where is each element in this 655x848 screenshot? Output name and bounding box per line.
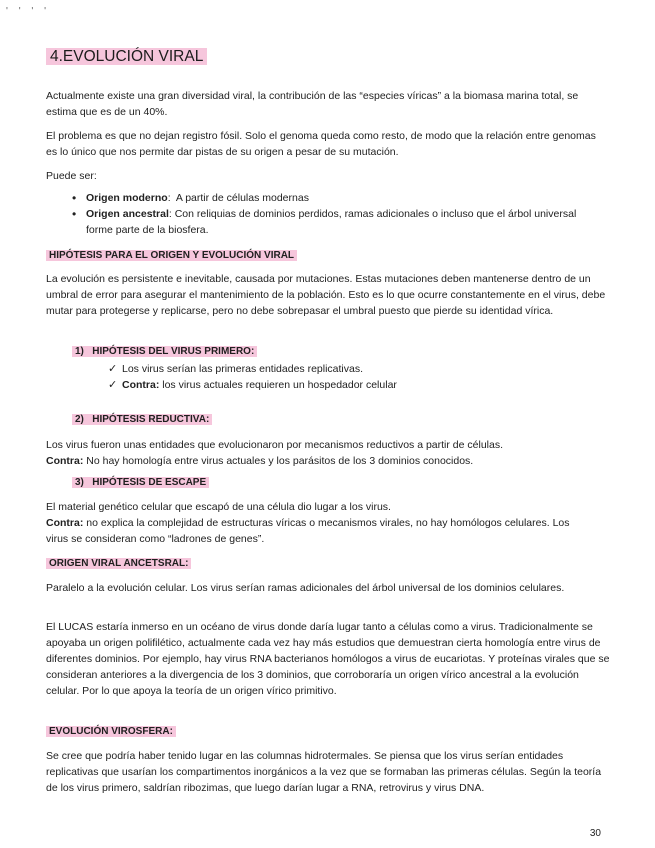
ancestral-paragraph-2 xyxy=(46,619,612,699)
heading-origen-ancestral-text: ORIGEN VIRAL ANCETSRAL: xyxy=(46,558,191,569)
scan-corner-marks: ' ' ' ' xyxy=(6,6,50,17)
heading-virus-primero-text: 1) HIPÓTESIS DEL VIRUS PRIMERO: xyxy=(72,346,257,357)
list-item xyxy=(108,361,588,377)
origin-text: A partir de células modernas xyxy=(175,192,309,204)
contra-label: Contra: xyxy=(46,455,84,467)
intro-text-1: Actualmente existe una gran diversidad viral, la contribución de las “especies víricas” a la biomasa marina total, se estima que es de un 40%. xyxy=(46,90,579,118)
heading-evolucion-virosfera xyxy=(46,724,176,739)
intro-paragraph-2 xyxy=(46,128,606,160)
ancestral-paragraph-1 xyxy=(46,580,586,596)
heading-virus-primero xyxy=(72,344,257,359)
hipotesis-paragraph xyxy=(46,271,608,319)
reductiva-text: Los virus fueron unas entidades que evolucionaron por mecanismos reductivos a partir de células. xyxy=(46,439,504,451)
escape-text: El material genético celular que escapó de una célula dio lugar a los virus. xyxy=(46,501,391,513)
check-item-text: los virus actuales requieren un hospedador celular xyxy=(159,379,397,391)
hipotesis-text: La evolución es persistente e inevitable, causada por mutaciones. Estas mutaciones deben mantenerse dentro de un umbral de error para asegurar el mantenimiento de la población. Esto es lo que ocurre constantemente en el virus, debe mutar para protegerse y replicarse, pero no debe sobrepasar el umbral puesto que pierde su identidad vírica. xyxy=(46,273,606,317)
contra-label: Contra: xyxy=(122,379,160,391)
origin-term: Origen moderno xyxy=(86,192,168,204)
heading-origen-ancestral xyxy=(46,556,191,571)
list-item xyxy=(108,377,588,393)
reductiva-paragraph xyxy=(46,437,608,469)
puede-ser-text: Puede ser: xyxy=(46,170,97,182)
list-item xyxy=(66,190,601,206)
list-item xyxy=(66,206,601,238)
origin-sep: : xyxy=(168,208,175,220)
heading-escape xyxy=(72,475,209,490)
heading-evolucion-virosfera-text: EVOLUCIÓN VIROSFERA: xyxy=(46,726,176,737)
heading-hipotesis xyxy=(46,248,297,263)
escape-paragraph xyxy=(46,499,576,547)
virosfera-paragraph xyxy=(46,748,612,796)
intro-paragraph-1 xyxy=(46,88,601,120)
heading-reductiva-text: 2) HIPÓTESIS REDUCTIVA: xyxy=(72,414,212,425)
ancestral-text-2: El LUCAS estaría inmerso en un océano de virus donde daría lugar tanto a células como a virus. Tradicionalmente se apoyaba un origen polifilético, actualmente cada vez hay más estudios que demuestran cierta homología entre virus de diferentes dominios. Por ejemplo, hay virus RNA bacterianos homólogos a virus de eucariotas. Y proteínas virales que se consideran anteriores a la divergencia de los 3 dominios, que corroboraría un origen vírico ancestral a la evolución celular. Por lo que apoya la teoría de un origen vírico primitivo. xyxy=(46,621,610,697)
escape-contra xyxy=(46,515,576,547)
origin-sep: : xyxy=(167,192,176,204)
origin-text: Con reliquias de dominios perdidos, ramas adicionales o incluso que el árbol universal forme parte de la biosfera. xyxy=(86,208,577,236)
ancestral-text-1: Paralelo a la evolución celular. Los virus serían ramas adicionales del árbol universal de los dominios celulares. xyxy=(46,582,565,594)
check-item-text: Los virus serían las primeras entidades replicativas. xyxy=(122,363,364,375)
page-number: 30 xyxy=(589,828,601,839)
heading-hipotesis-text: HIPÓTESIS PARA EL ORIGEN Y EVOLUCIÓN VIRAL xyxy=(46,250,297,261)
contra-text: No hay homología entre virus actuales y los parásitos de los 3 dominios conocidos. xyxy=(83,455,474,467)
origin-term: Origen ancestral xyxy=(86,208,169,220)
puede-ser-label xyxy=(46,168,97,184)
heading-escape-text: 3) HIPÓTESIS DE ESCAPE xyxy=(72,477,209,488)
intro-text-2: El problema es que no dejan registro fósil. Solo el genoma queda como resto, de modo que la relación entre genomas es lo único que nos permite dar pistas de su origen a pesar de su mutación. xyxy=(46,130,596,158)
contra-label: Contra: xyxy=(46,517,84,529)
title-text: 4.EVOLUCIÓN VIRAL xyxy=(46,48,207,65)
page-title xyxy=(46,46,207,68)
origins-list xyxy=(66,190,601,238)
virus-primero-list xyxy=(108,361,588,393)
virosfera-text: Se cree que podría haber tenido lugar en las columnas hidrotermales. Se piensa que los virus serían entidades replicativas que usarían los compartimentos inorgánicos a la vez que se formaban las primeras células. Según la teoría de los virus primero, saldrían ribozimas, que luego darían lugar a RNA, retrovirus y virus DNA. xyxy=(46,750,602,794)
heading-reductiva xyxy=(72,412,212,427)
contra-text: no explica la complejidad de estructuras víricas o mecanismos virales, no hay homólogos celulares. Los virus se consideran como “ladrones de genes”. xyxy=(46,517,570,545)
reductiva-contra xyxy=(46,453,608,469)
